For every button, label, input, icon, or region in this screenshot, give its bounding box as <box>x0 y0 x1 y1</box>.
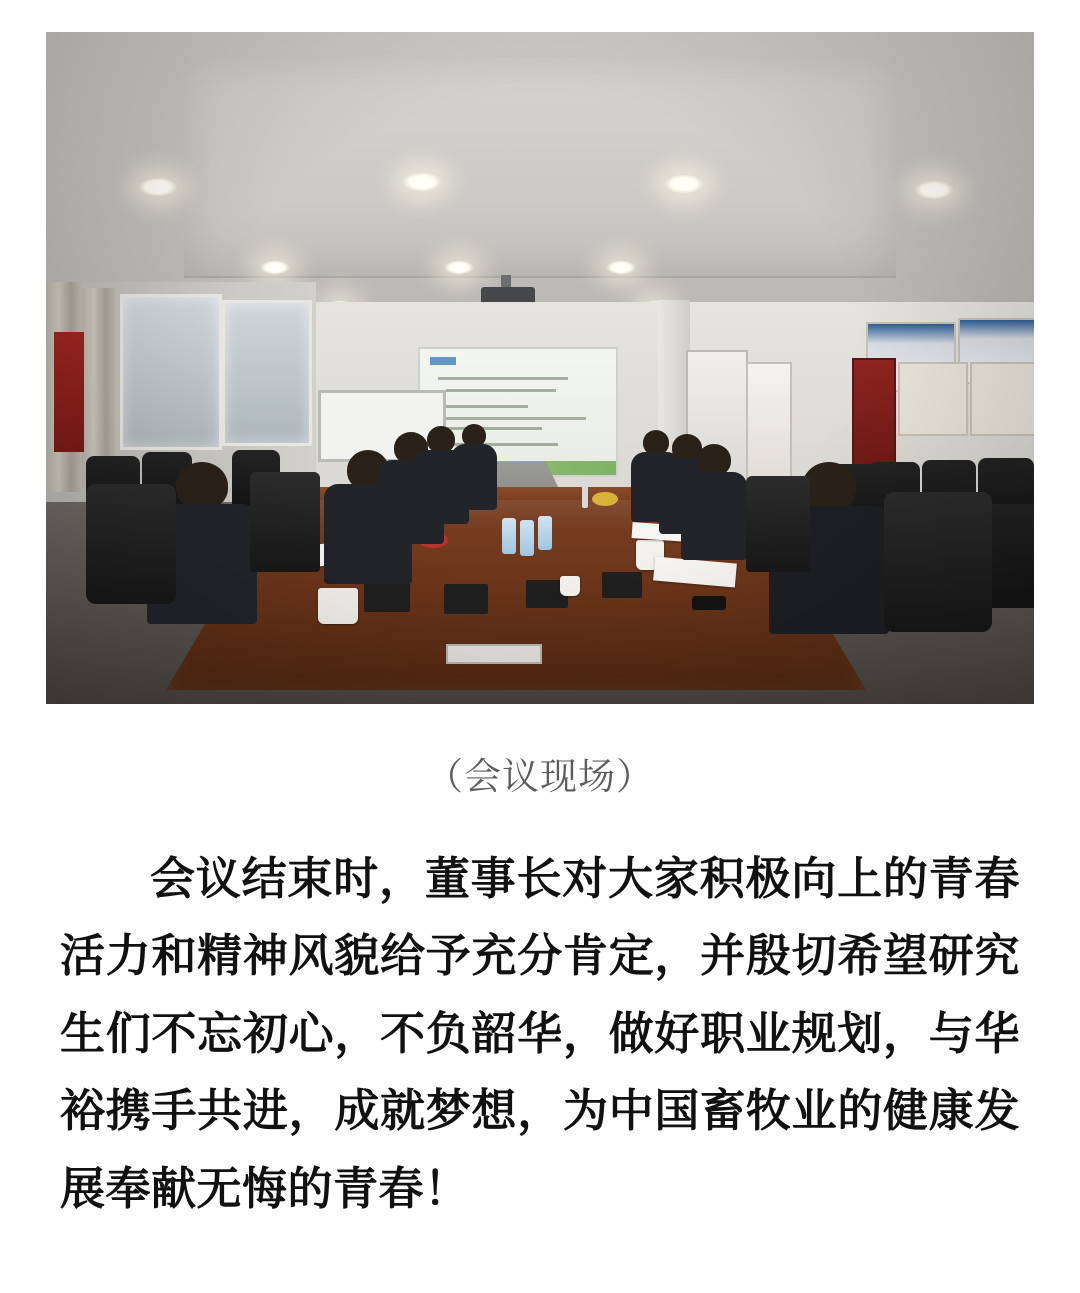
ceiling-light <box>260 260 290 275</box>
ceiling-light <box>444 260 474 275</box>
person <box>450 424 498 510</box>
cup <box>560 576 580 596</box>
nameplate <box>364 582 410 612</box>
wall-banner <box>54 332 84 452</box>
torso <box>681 472 747 560</box>
ceiling-light <box>664 174 704 194</box>
ceiling-recess <box>184 58 895 278</box>
ceiling-light <box>914 180 954 200</box>
slide-text-line <box>438 377 568 380</box>
microphone <box>582 478 588 508</box>
slide-text-line <box>438 405 528 408</box>
wall-poster <box>970 362 1034 436</box>
slide-text-line <box>446 417 586 420</box>
water-bottle <box>502 518 516 554</box>
window <box>222 300 312 446</box>
photo-canvas <box>46 32 1034 704</box>
table-plaque <box>446 644 542 664</box>
window <box>120 294 222 450</box>
slide-text-line <box>446 389 556 392</box>
chair <box>250 472 320 572</box>
ceiling-light <box>402 172 442 192</box>
meeting-photo <box>46 32 1034 704</box>
water-bottle <box>538 516 552 550</box>
photo-caption: （会议现场） <box>426 756 654 797</box>
phone <box>692 596 726 610</box>
fruit-plate <box>592 492 618 506</box>
cup <box>318 588 358 624</box>
wall-poster <box>852 358 896 474</box>
nameplate <box>602 572 642 598</box>
slide-logo-icon <box>430 357 456 365</box>
head <box>802 462 856 512</box>
chair <box>884 492 992 632</box>
person <box>680 444 748 560</box>
article-paragraph: 会议结束时，董事长对大家积极向上的青春活力和精神风貌给予充分肯定，并殷切希望研究生们不忘初心，不负韶华，做好职业规划，与华裕携手共进，成就梦想，为中国畜牧业的健康发展奉献无悔的青春！ <box>60 853 1020 1214</box>
chair <box>86 484 176 604</box>
ceiling-light <box>606 260 636 275</box>
nameplate <box>444 584 488 614</box>
head <box>176 462 228 510</box>
chair <box>746 476 810 572</box>
wall-poster <box>898 362 968 436</box>
torso <box>451 444 497 510</box>
water-bottle <box>520 520 534 556</box>
ceiling-light <box>138 177 178 197</box>
